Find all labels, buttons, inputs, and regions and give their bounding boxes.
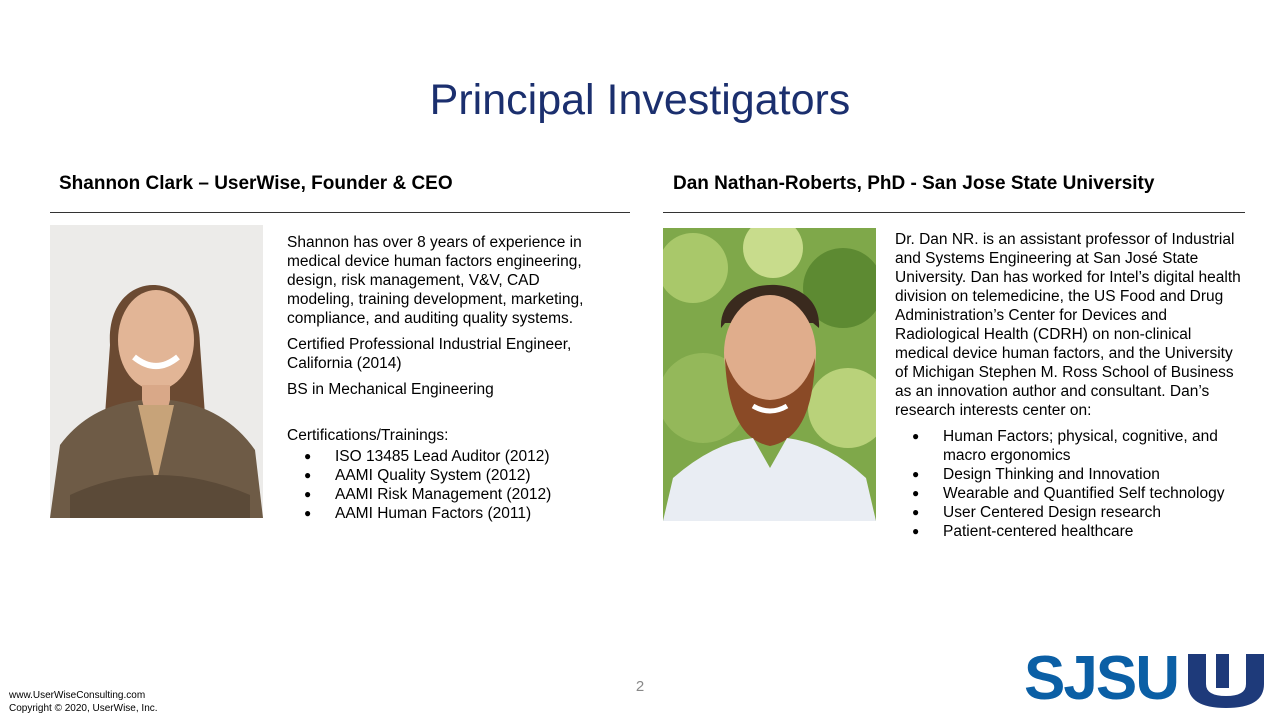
bio-paragraph: BS in Mechanical Engineering — [287, 381, 494, 398]
research-interests-list — [895, 427, 1243, 541]
userwise-logo-icon — [1186, 652, 1266, 715]
bio-paragraph: Certified Professional Industrial Engineer, California (2014) — [287, 336, 572, 372]
page-title: Principal Investigators — [429, 76, 851, 124]
certifications-heading: Certifications/Trainings: — [287, 427, 449, 444]
dan-nathan-roberts-photo — [663, 228, 876, 521]
shannon-bio — [287, 233, 607, 523]
list-item: ● AAMI Quality System (2012) — [287, 466, 607, 485]
list-item: ● AAMI Human Factors (2011) — [287, 504, 607, 523]
left-column-heading: Shannon Clark – UserWise, Founder & CEO — [59, 173, 453, 194]
list-item: ● Patient-centered healthcare — [895, 522, 1243, 541]
list-item: ● AAMI Risk Management (2012) — [287, 485, 607, 504]
sjsu-logo: SJSU — [1024, 644, 1178, 713]
list-item: ● Design Thinking and Innovation — [895, 465, 1243, 484]
list-item: ● User Centered Design research — [895, 503, 1243, 522]
footer — [9, 689, 158, 715]
list-item: ● Wearable and Quantified Self technology — [895, 484, 1243, 503]
page-number: 2 — [635, 678, 645, 695]
dan-bio — [895, 230, 1243, 541]
shannon-clark-photo — [50, 225, 263, 518]
bio-paragraph: Dr. Dan NR. is an assistant professor of Industrial and Systems Engineering at San José State University. Dan has worked for Intel’s digital health division on telemedicine, the US Food and Drug Administration’s Center for Devices and Radiological Health (CDRH) on non-clinical medical device human factors, and the University of Michigan Stephen M. Ross School of Business as an innovation author and consultant. Dan’s research interests center on: — [895, 231, 1241, 419]
list-item: ● Human Factors; physical, cognitive, and macro ergonomics — [895, 427, 1243, 465]
right-column-heading: Dan Nathan-Roberts, PhD - San Jose State University — [673, 173, 1155, 194]
list-item: ● ISO 13485 Lead Auditor (2012) — [287, 447, 607, 466]
left-divider — [50, 212, 630, 213]
footer-copyright: Copyright © 2020, UserWise, Inc. — [9, 703, 158, 714]
bio-paragraph: Shannon has over 8 years of experience in medical device human factors engineering, design, risk management, V&V, CAD modeling, training development, marketing, compliance, and auditing quality systems. — [287, 234, 584, 327]
right-divider — [663, 212, 1245, 213]
certifications-list — [287, 447, 607, 523]
footer-website: www.UserWiseConsulting.com — [9, 690, 146, 701]
